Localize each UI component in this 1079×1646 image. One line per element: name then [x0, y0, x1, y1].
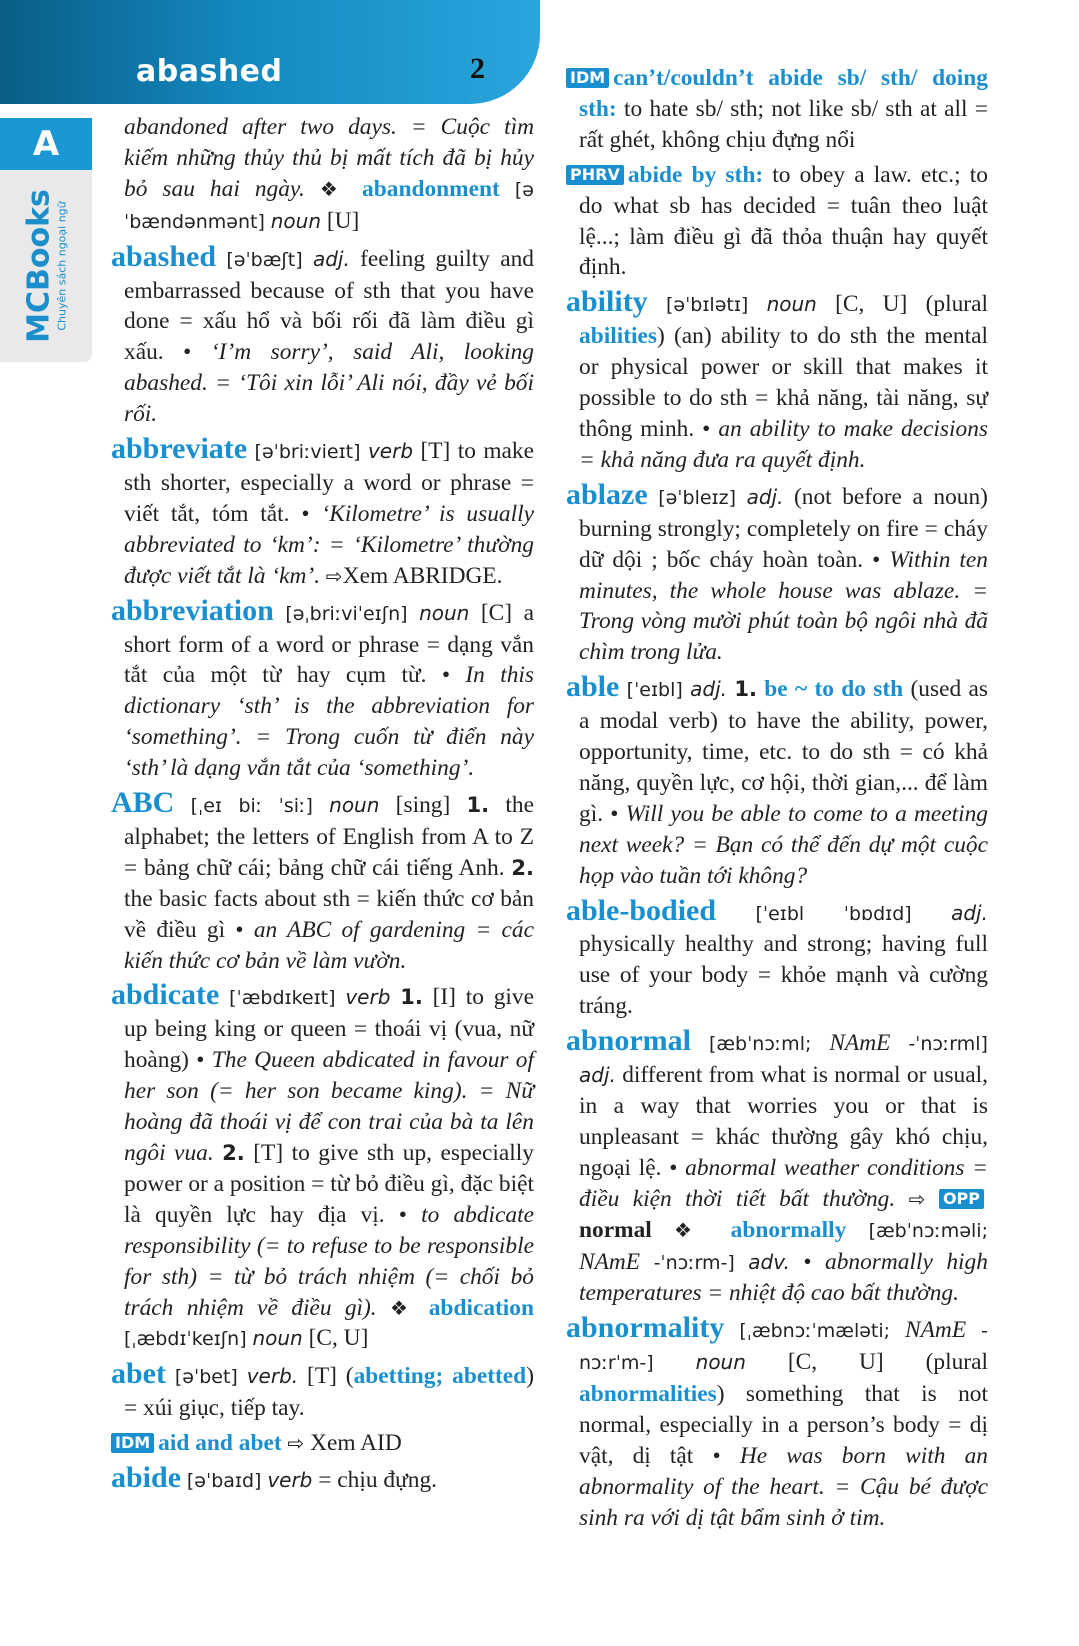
definition: ) something that is not normal, especially in a person’s body = dị vật, dị tật	[579, 1381, 988, 1469]
headword: able-bodied	[566, 893, 717, 927]
definition: different from what is normal or usual, in a way that worries you or that is unpleasant = khác thường gây khó chịu, ngoại lệ.	[579, 1062, 988, 1181]
headword: ability	[566, 285, 648, 319]
definition: = xúi giục, tiếp tay.	[124, 1395, 305, 1422]
pronunciation: [əˈbɪlətɪ]	[665, 294, 749, 317]
entry-ablaze	[566, 477, 988, 668]
headword: ABC	[111, 786, 175, 820]
headword: able	[566, 670, 620, 704]
example: abnormally high temperatures = nhiệt độ cao bất thường.	[579, 1248, 988, 1307]
pronunciation: [əˈbriːvieɪt]	[254, 441, 361, 464]
entry-abide-by	[566, 160, 988, 284]
dialect-label: NAmE	[829, 1030, 891, 1057]
bullet-icon: •	[398, 1201, 407, 1228]
example: The Queen abdicated in favour of her son (= her son became king). = Nữ hoàng đã thoái vị để con trai của bà ta lên ngôi vua.	[124, 1047, 534, 1166]
plural-form: abnormalities	[579, 1381, 717, 1408]
pronunciation: [ˈeɪbl]	[626, 679, 683, 702]
grammar-code: [C, U] (plural	[787, 1349, 988, 1376]
pronunciation: [ˌæbdɪˈkeɪʃn]	[124, 1328, 247, 1351]
headword: abnormality	[566, 1311, 725, 1345]
entry-abashed	[111, 239, 534, 430]
part-of-speech: adj.	[312, 246, 350, 271]
example: an ability to make decisions = khả năng đưa ra quyết định.	[579, 415, 988, 473]
part-of-speech: adj.	[579, 1063, 616, 1088]
bullet-icon: •	[712, 1442, 721, 1469]
entry-abet	[111, 1359, 534, 1424]
pronunciation: [æbˈnɔːml;	[708, 1033, 812, 1056]
part-of-speech: adj.	[951, 900, 988, 925]
definition: the basic facts about sth = kiến thức cơ bản về điều gì	[124, 885, 534, 943]
pronunciation: [ˌeɪ biː ˈsiː]	[190, 795, 313, 818]
definition: = chịu đựng.	[318, 1467, 438, 1494]
brand-name: MCBooks	[21, 189, 57, 343]
part-of-speech: adv.	[748, 1249, 790, 1274]
headword: abet	[111, 1357, 166, 1391]
pronunciation-variant: -nɔːrˈm-]	[579, 1320, 988, 1375]
example: In this dictionary ‘sth’ is the abbreviation for ‘something’. = Trong cuốn từ điển này ‘sth’ là dạng vắn tắt của ‘something’.	[124, 662, 534, 782]
definition: [I] to give up being king or queen = thoái vị (vua, nữ hoàng)	[124, 984, 534, 1074]
grammar-code: [C, U]	[308, 1325, 369, 1352]
pronunciation: [ˈeɪbl ˈbɒdɪd]	[755, 902, 912, 925]
plural-form: abilities	[579, 323, 657, 350]
pronunciation: [əˈbet]	[174, 1366, 238, 1389]
idiom-badge: IDM	[111, 1433, 154, 1453]
bullet-icon: •	[610, 800, 619, 827]
headword: abnormal	[566, 1024, 692, 1058]
headword: ablaze	[566, 477, 648, 511]
pronunciation: [əˈbleɪz]	[658, 486, 737, 509]
part-of-speech: verb.	[246, 1364, 299, 1389]
example: ‘I’m sorry’, said Ali, looking abashed. = ‘Tôi xin lỗi’ Ali nói, đầy vẻ bối rối.	[124, 339, 534, 428]
left-column	[111, 112, 534, 1501]
example: Will you be able to come to a meeting next week? = Bạn có thể đến dự một cuộc họp vào tuần tới không?	[579, 800, 988, 889]
entry-cant-abide	[566, 63, 988, 156]
part-of-speech: verb	[345, 985, 391, 1010]
opposite-badge: OPP	[939, 1189, 984, 1209]
cross-reference: Xem AID	[310, 1430, 402, 1457]
example: ‘Kilometre’ is usually abbreviated to ‘km’: = ‘Kilometre’ thường được viết tắt là ‘km’.	[124, 500, 534, 589]
bullet-icon: •	[301, 500, 310, 527]
definition: to hate sb/ sth; not like sb/ sth at all = rất ghét, không chịu đựng nổi	[579, 95, 988, 153]
bullet-icon: •	[441, 662, 451, 689]
pronunciation: [əˈbæʃt]	[226, 248, 303, 271]
example-text: abandoned after two days. = Cuộc tìm kiếm những thủy thủ bị mất tích đã bị hủy bỏ sau hai ngày.	[124, 114, 534, 202]
entry-ability	[566, 287, 988, 475]
letter-tab: A	[0, 118, 92, 170]
grammar-code: [sing]	[395, 792, 451, 819]
pronunciation: [ˌæbnɔːˈmæləti;	[739, 1320, 891, 1343]
entry-abnormality	[566, 1313, 988, 1533]
closing-paren: )	[526, 1363, 534, 1390]
phrasal-verb-badge: PHRV	[566, 165, 624, 185]
diamond-icon: ❖	[674, 1217, 709, 1242]
idiom-badge: IDM	[566, 68, 609, 88]
definition: (not before a noun) burning strongly; completely on fire = cháy dữ dội ; bốc cháy hoàn toàn.	[579, 483, 988, 573]
opposite-word: normal	[579, 1216, 652, 1243]
part-of-speech: noun	[695, 1350, 746, 1375]
sense-number: 2.	[222, 1141, 245, 1165]
definition: physically healthy and strong; having full use of your body = khỏe mạnh và cường tráng.	[579, 931, 988, 1020]
bullet-icon: •	[872, 546, 881, 573]
part-of-speech: verb	[367, 439, 414, 464]
headword: abide	[111, 1461, 182, 1495]
grammar-code: [C, U] (plural	[835, 291, 988, 318]
derived-word: abnormally	[730, 1216, 847, 1243]
example: an ABC of gardening = các kiến thức cơ bản về làm vườn.	[124, 916, 534, 974]
headword: abbreviate	[111, 432, 248, 466]
pronunciation-variant: -ˈnɔːrml]	[908, 1033, 988, 1056]
part-of-speech: noun	[766, 292, 817, 317]
right-column	[566, 63, 988, 1538]
definition: ) (an) ability to do sth the mental or physical power or skill that makes it possible to do sth = khả năng, tài năng, sự thông minh.	[579, 323, 988, 442]
sense-number: 1.	[466, 793, 490, 818]
entry-abbreviation	[111, 593, 534, 784]
definition: the alphabet; the letters of English from A to Z = bảng chữ cái; bảng chữ cái tiếng Anh.	[124, 792, 534, 881]
derived-word: abandonment	[362, 175, 500, 202]
grammar-code: [T] (	[307, 1363, 354, 1390]
brand-tagline: Chuyên sách ngoại ngữ	[55, 201, 69, 331]
brand-logo	[21, 189, 69, 343]
part-of-speech: noun	[252, 1326, 303, 1351]
example: He was born with an abnormality of the heart. = Cậu bé được sinh ra với dị tật bẩm sinh ở tim.	[579, 1442, 988, 1531]
arrow-right-icon: ⇨	[908, 1186, 926, 1211]
entry-abnormal	[566, 1026, 988, 1309]
pronunciation: [əˈbaɪd]	[186, 1470, 262, 1493]
derived-word: abdication	[428, 1294, 535, 1321]
headword: abashed	[111, 239, 217, 273]
headword: abdicate	[111, 978, 220, 1012]
diamond-icon: ❖	[319, 176, 348, 201]
inflected-forms: abetting; abetted	[353, 1363, 527, 1390]
bullet-icon: •	[183, 339, 192, 366]
idiom-phrase: aid and abet	[158, 1430, 282, 1457]
entry-abide	[111, 1463, 534, 1497]
arrow-right-icon: ⇨	[325, 563, 343, 588]
bullet-icon: •	[702, 415, 711, 442]
definition: [T] to make sth shorter, especially a word or phrase = viết tắt, tóm tắt.	[124, 438, 534, 527]
pronunciation: [əˈbændənmənt]	[124, 178, 534, 233]
definition: [T] to give sth up, especially power or a position = từ bỏ điều gì, đặc biệt là quyền lực hay địa vị.	[124, 1140, 534, 1228]
headword: abbreviation	[111, 593, 274, 627]
sense-number: 1.	[734, 677, 757, 702]
part-of-speech: adj.	[690, 677, 728, 702]
brand-panel	[0, 170, 92, 362]
phrasal-verb: abide by sth:	[627, 161, 764, 188]
part-of-speech: verb	[267, 1468, 313, 1493]
page-number: 2	[470, 52, 485, 85]
dialect-label: NAmE	[579, 1248, 641, 1275]
example: abnormal weather conditions = điều kiện thời tiết bất thường.	[579, 1154, 988, 1212]
pronunciation: [æbˈnɔːməli;	[868, 1219, 988, 1242]
entry-abc	[111, 788, 534, 976]
dialect-label: NAmE	[905, 1317, 967, 1344]
entry-abdicate	[111, 980, 534, 1355]
pronunciation: [əˌbriːviˈeɪʃn]	[285, 602, 408, 625]
pronunciation: [ˈæbdɪkeɪt]	[229, 987, 336, 1010]
part-of-speech: noun	[329, 793, 380, 818]
bullet-icon: •	[196, 1047, 205, 1074]
arrow-right-icon: ⇨	[287, 1431, 305, 1456]
guide-word: abashed	[136, 54, 283, 89]
sense-number: 2.	[511, 855, 534, 880]
definition: (used as a modal verb) to have the ability, power, opportunity, time, etc. to do sth = có khả năng, quyền lực, cơ hội, thời gian,... để làm gì.	[579, 676, 988, 827]
entry-able	[566, 672, 988, 891]
grammar-code: [U]	[326, 207, 360, 234]
bullet-icon: •	[235, 916, 244, 943]
part-of-speech: adj.	[746, 484, 784, 509]
bullet-icon: •	[803, 1248, 812, 1275]
cross-reference: Xem ABRIDGE.	[342, 562, 503, 589]
entry-abandon-continued	[111, 112, 534, 238]
part-of-speech: noun	[419, 600, 470, 625]
diamond-icon: ❖	[390, 1295, 416, 1320]
example: Within ten minutes, the whole house was ablaze. = Trong vòng mười phút toàn bộ ngôi nhà đã chìm trong lửa.	[579, 546, 988, 666]
bullet-icon: •	[669, 1154, 678, 1181]
usage-pattern: be ~ to do sth	[764, 676, 904, 703]
definition: feeling guilty and embarrassed because of sth that you have done = xấu hổ và bối rối đã làm điều gì xấu.	[124, 245, 534, 366]
sense-number: 1.	[400, 985, 423, 1010]
entry-able-bodied	[566, 893, 988, 1023]
entry-aid-and-abet	[111, 1428, 534, 1459]
entry-abbreviate	[111, 434, 534, 592]
part-of-speech: noun	[270, 208, 322, 233]
example: to abdicate responsibility (= to refuse to be responsible for sth) = từ bỏ trách nhiệm (= chối bỏ trách nhiệm về điều gì).	[124, 1201, 534, 1321]
definition: [C] a short form of a word or phrase = dạng vắn tắt của một từ hay cụm từ.	[124, 599, 534, 689]
idiom-phrase: can’t/couldn’t abide sb/ sth/ doing sth:	[579, 65, 988, 122]
definition: to obey a law. etc.; to do what sb has decided = tuân theo luật lệ...; làm điều gì đã thỏa thuận hay quyết định.	[579, 161, 988, 281]
pronunciation-variant: -ˈnɔːrm-]	[653, 1251, 735, 1274]
